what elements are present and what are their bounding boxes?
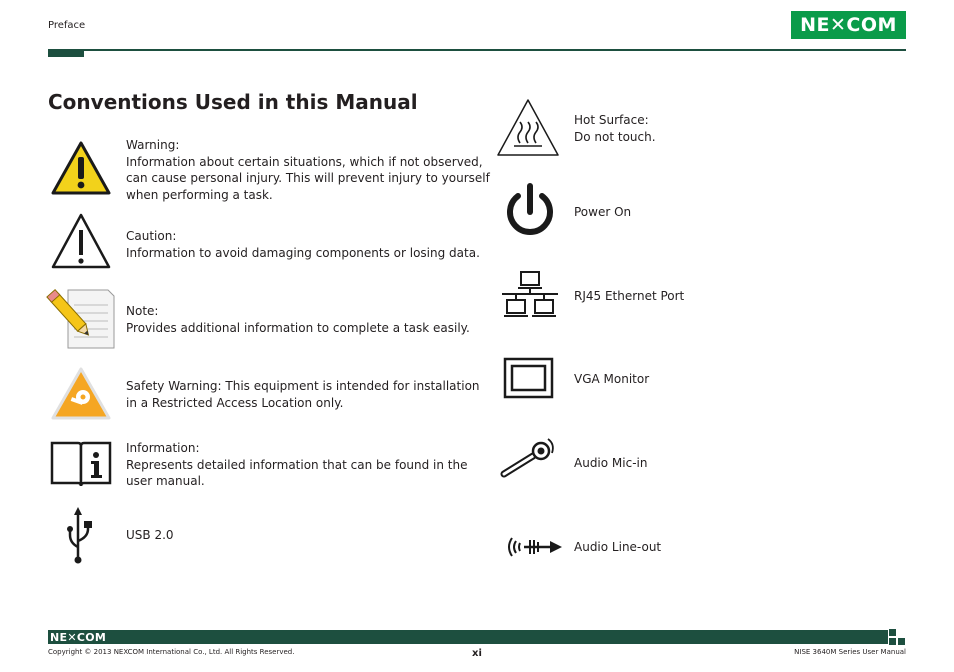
note-description <box>126 303 470 336</box>
text-line: Information about certain situations, which if not observed, <box>126 154 483 169</box>
footer-logo: NE✕COM <box>50 631 107 644</box>
section-label: Preface <box>48 20 86 31</box>
footer-bar <box>48 630 888 644</box>
warning-heading: Warning: <box>126 138 180 152</box>
usb-description <box>126 527 174 544</box>
safety-warning-description <box>126 378 480 411</box>
text-line: RJ45 Ethernet Port <box>574 289 685 303</box>
text-line: user manual. <box>126 474 205 489</box>
page-number: xi <box>472 648 482 659</box>
line-out-description <box>574 539 661 556</box>
power-icon <box>501 182 559 242</box>
text-line: Represents detailed information that can be found in the <box>126 457 468 472</box>
logo-text: NE✕COM <box>800 14 897 36</box>
text-line: Audio Line-out <box>574 540 662 554</box>
text-line: Provides additional information to complete a task easily. <box>126 320 470 335</box>
caution-heading: Caution: <box>126 229 177 243</box>
note-icon <box>46 287 116 351</box>
manual-name: NISE 3640M Series User Manual <box>794 648 906 656</box>
text-line: can cause personal injury. This will prevent injury to yourself <box>126 171 490 186</box>
text-line: Safety Warning: This equipment is intended for installation <box>126 379 480 393</box>
copyright-text: Copyright © 2013 NEXCOM International Co., Ltd. All Rights Reserved. <box>48 648 295 656</box>
microphone-icon <box>498 436 558 480</box>
caution-description <box>126 228 480 261</box>
mic-in-description <box>574 455 647 472</box>
ethernet-icon <box>500 268 560 322</box>
footer-squares <box>889 629 907 645</box>
information-icon <box>50 439 112 489</box>
line-out-icon <box>504 534 566 560</box>
warning-icon <box>50 140 112 196</box>
page-title: Conventions Used in this Manual <box>48 90 418 114</box>
text-line: VGA Monitor <box>574 372 650 386</box>
note-heading: Note: <box>126 304 159 318</box>
information-description <box>126 440 468 490</box>
warning-description <box>126 137 490 203</box>
nexcom-logo <box>791 11 906 39</box>
header-accent-block <box>48 49 84 57</box>
power-on-description <box>574 204 631 221</box>
hot-surface-heading: Hot Surface: <box>574 113 649 127</box>
text-line: Audio Mic-in <box>574 456 648 470</box>
text-line: USB 2.0 <box>126 528 174 542</box>
text-line: Power On <box>574 205 632 219</box>
ethernet-description <box>574 288 684 305</box>
vga-monitor-icon <box>503 357 555 401</box>
caution-icon <box>50 212 112 270</box>
header-rule <box>48 49 906 51</box>
text-line: in a Restricted Access Location only. <box>126 395 344 410</box>
vga-description <box>574 371 649 388</box>
text-line: Do not touch. <box>574 129 656 144</box>
text-line: when performing a task. <box>126 187 273 202</box>
safety-warning-icon <box>50 366 112 422</box>
text-line: Information to avoid damaging components or losing data. <box>126 245 480 260</box>
hot-surface-icon <box>495 97 561 159</box>
information-heading: Information: <box>126 441 200 455</box>
usb-icon <box>66 505 100 565</box>
hot-surface-description <box>574 112 656 145</box>
